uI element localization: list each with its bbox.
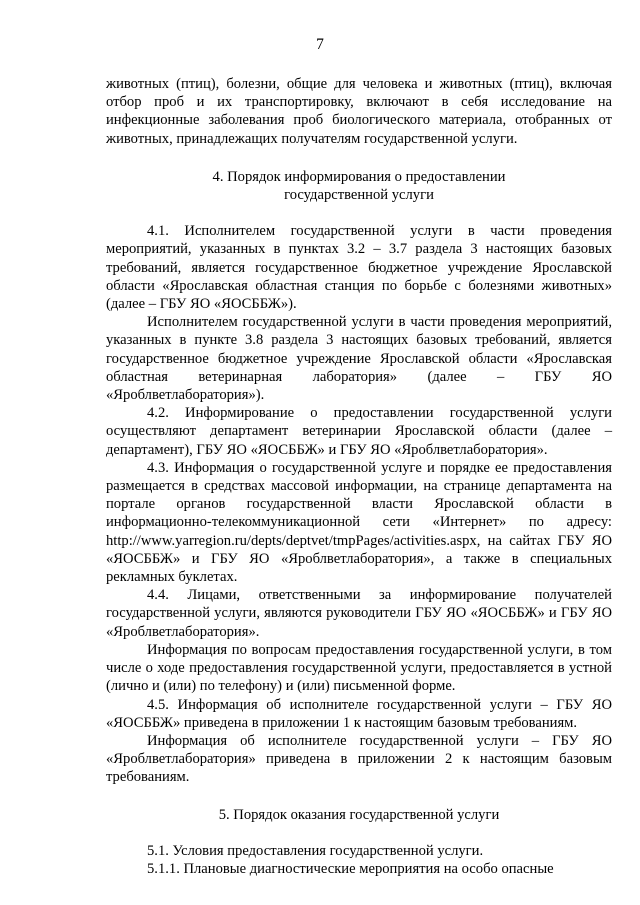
paragraph-5-1-1: 5.1.1. Плановые диагностические мероприятия на особо опасные — [147, 860, 554, 877]
paragraph-5-1: 5.1. Условия предоставления государственной услуги. — [147, 842, 484, 859]
section-heading-4 — [106, 168, 612, 204]
document-body — [106, 75, 612, 878]
paragraph-4-4-continued: Информация по вопросам предоставления государственной услуги, в том числе о ходе предоставления государственной услуги, предоставляется в устной (лично и (или) по телефону) и (или) письменной форме. — [106, 641, 612, 695]
paragraph-4-1: 4.1. Исполнителем государственной услуги в части проведения мероприятий, указанных в пунктах 3.2 – 3.7 раздела 3 настоящих базовых требований, является государственное бюджетное учреждение Ярославской области «Ярославская областная станция по борьбе с болезнями животных» (далее – ГБУ ЯО «ЯОСББЖ»). — [106, 223, 612, 313]
paragraph-4-3: 4.3. Информация о государственной услуге и порядке ее предоставления размещается в средствах массовой информации, на странице департамента на портале органов государственной власти Ярославской области в информационно-телекоммуникационной сети «Интернет» по адресу: http://www.yarregion.ru/depts/deptvet/tmpPages/activities.aspx, на сайтах ГБУ ЯО «ЯОСББЖ» и ГБУ ЯО «Яроблветлаборатория», а также в специальных рекламных буклетах. — [106, 459, 612, 586]
paragraph-4-4: 4.4. Лицами, ответственными за информирование получателей государственной услуги, являются руководители ГБУ ЯО «ЯОСББЖ» и ГБУ ЯО «Яроблветлаборатория». — [106, 587, 612, 640]
paragraph-4-5: 4.5. Информация об исполнителе государственной услуги – ГБУ ЯО «ЯОСББЖ» приведена в приложении 1 к настоящим базовым требованиям. — [106, 696, 612, 731]
section-heading-4-line1: 4. Порядок информирования о предоставлении — [212, 168, 506, 185]
page-number: 7 — [316, 36, 324, 53]
section-heading-5: 5. Порядок оказания государственной услуги — [218, 806, 500, 823]
paragraph-4-5-continued: Информация об исполнителе государственной услуги – ГБУ ЯО «Яроблветлаборатория» приведена в приложении 2 к настоящим базовым требованиям. — [106, 732, 612, 786]
paragraph-intro: животных (птиц), болезни, общие для человека и животных (птиц), включая отбор проб и их транспортировку, включают в себя исследование на инфекционные заболевания проб биологического материала, отобранных от животных, принадлежащих получателям государственной услуги. — [106, 76, 612, 147]
section-heading-4-line2: государственной услуги — [284, 187, 434, 204]
paragraph-4-2: 4.2. Информирование о предоставлении государственной услуги осуществляют департамент ветеринарии Ярославской области (далее – департамент), ГБУ ЯО «ЯОСББЖ» и ГБУ ЯО «Яроблветлаборатория». — [106, 405, 612, 458]
paragraph-4-1-continued: Исполнителем государственной услуги в части проведения мероприятий, указанных в пункте 3.8 раздела 3 настоящих базовых требований, является государственное бюджетное учреждение Ярославской области «Ярославская областная ветеринарная лаборатория» (далее – ГБУ ЯО «Яроблветлаборатория»). — [106, 314, 612, 404]
